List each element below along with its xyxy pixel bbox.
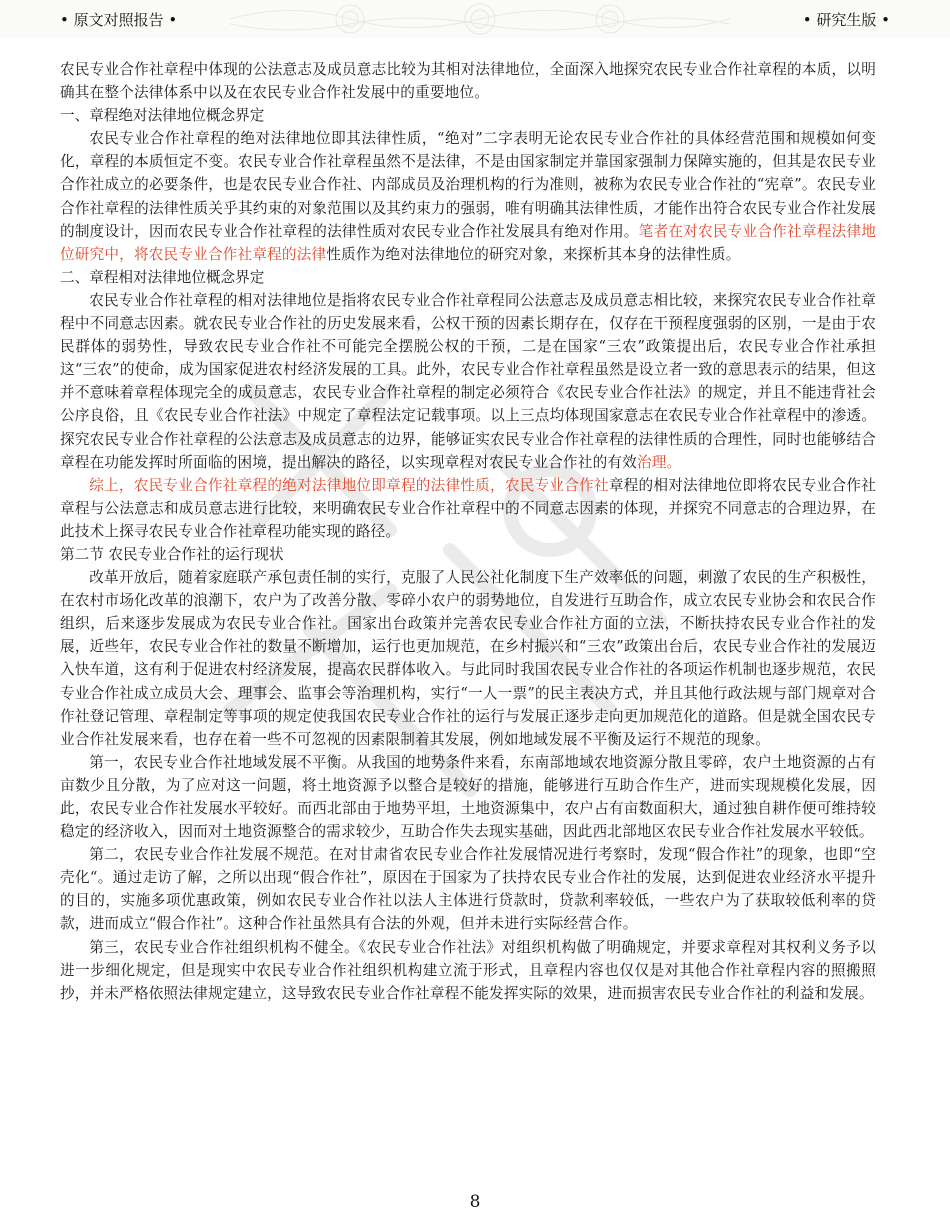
report-header [0,0,950,38]
section-heading-1: 一、章程绝对法律地位概念界定 [60,107,265,125]
paragraph-3-highlight: 综上，农民专业合作社章程的绝对法律地位即章程的法律性质，农民专业合作社 [89,476,609,494]
paragraph-1-tail: 性质作为绝对法律地位的研究对象，来探析其本身的法律性质。 [326,245,741,263]
page-body [60,58,876,1005]
paragraph-1 [60,127,876,266]
paragraph-2 [60,289,876,474]
paragraph-4: 改革开放后，随着家庭联产承包责任制的实行，克服了人民公社化制度下生产效率低的问题，刺激了农民的生产积极性，在农村市场化改革的浪潮下，农户为了改善分散、零碎小农户的弱势地位，自发进行互助合作，成立农民专业协会和农民合作组织，后来逐步发展成为农民专业合作社。国家出台政策并完善农民专业合作社方面的立法，不断扶持农民专业合作社的发展，近些年，农民专业合作社的数量不断增加，运行也更加规范，在乡村振兴和“三农”政策出台后，农民专业合作社的发展迈入快车道，这有利于促进农村经济发展，提高农民群体收入。与此同时我国农民专业合作社的各项运作机制也逐步规范，农民专业合作社成立成员大会、理事会、监事会等治理机构，实行“一人一票”的民主表决方式，并且其他行政法规与部门规章对合作社登记管理、章程制定等事项的规定使我国农民专业合作社的运行与发展正逐步走向更加规范化的道路。但是就全国农民专业合作社发展来看，也存在着一些不可忽视的因素限制着其发展，例如地域发展不平衡及运行不规范的现象。 [60,569,876,748]
page-number: 8 [469,1192,481,1212]
header-left-label: • 原文对照报告 • [60,11,178,29]
header-right-label: • 研究生版 • [802,11,890,29]
header-ornament [230,2,730,36]
paragraph-7: 第三，农民专业合作社组织机构不健全。《农民专业合作社法》对组织机构做了明确规定，并要求章程对其权利义务予以进一步细化规定，但是现实中农民专业合作社组织机构建立流于形式，且章程内容也仅仅是对其他合作社章程内容的照搬照抄，并未严格依照法律规定建立，这导致农民专业合作社章程不能发挥实际的效果，进而损害农民专业合作社的利益和发展。 [60,938,876,1002]
section-heading-3: 第二节 农民专业合作社的运行现状 [60,545,284,563]
paragraph-5: 第一，农民专业合作社地域发展不平衡。从我国的地势条件来看，东南部地域农地资源分散且零碎，农户土地资源的占有亩数少且分散，为了应对这一问题，将土地资源予以整合是较好的措施，能够进行互助合作生产，进而实现规模化发展，因此，农民专业合作社发展水平较好。而西北部由于地势平坦，土地资源集中，农户占有亩数面积大，通过独自耕作便可维持较稳定的经济收入，因而对土地资源整合的需求较少，互助合作失去现实基础，因此西北部地区农民专业合作社发展水平较低。 [60,753,876,841]
paragraph-2-highlight: 治理。 [636,453,682,471]
section-heading-2: 二、章程相对法律地位概念界定 [60,268,265,286]
paragraph-6: 第二，农民专业合作社发展不规范。在对甘肃省农民专业合作社发展情况进行考察时，发现“假合作社”的现象，也即“空壳化“。通过走访了解，之所以出现“假合作社”，原因在于国家为了扶持农民专业合作社的发展，达到促进农业经济水平提升的目的，实施多项优惠政策，例如农民专业合作社以法人主体进行贷款时，贷款利率较低，一些农户为了获取较低利率的贷款，进而成立“假合作社”。这种合作社虽然具有合法的外观，但并未进行实际经营合作。 [60,846,876,933]
paragraph-1-text: 农民专业合作社章程的绝对法律地位即其法律性质，“绝对”二字表明无论农民专业合作社的具体经营范围和规模如何变化，章程的本质恒定不变。农民专业合作社章程虽然不是法律，不是由国家制定并靠国家强制力保障实施的，但其是农民专业合作社成立的必要条件，也是农民专业合作社、内部成员及治理机构的行为准则，被称为农民专业合作社的“宪章”。农民专业合作社章程的法律性质关乎其约束的对象范围以及其约束力的强弱，唯有明确其法律性质，才能作出符合农民专业合作社发展的制度设计，因而农民专业合作社章程的法律性质对农民专业合作社发展具有绝对作用。 [60,130,876,240]
paragraph-2-text: 农民专业合作社章程的相对法律地位是指将农民专业合作社章程同公法意志及成员意志相比较，来探究农民专业合作社章程中不同意志因素。就农民专业合作社的历史发展来看，公权干预的因素长期存在，仅存在干预程度强弱的区别，一是由于农民群体的弱势性，导致农民专业合作社不可能完全摆脱公权的干预，二是在国家“三农”政策提出后，农民专业合作社承担这“三农”的使命，成为国家促进农村经济发展的工具。此外，农民专业合作社章程虽然是设立者一致的意思表示的结果，但这并不意味着章程体现完全的成员意志，农民专业合作社章程的制定必须符合《农民专业合作社法》的规定，并且不能违背社会公序良俗，且《农民专业合作社法》中规定了章程法定记载事项。以上三点均体现国家意志在农民专业合作社章程中的渗透。探究农民专业合作社章程的公法意志及成员意志的边界，能够证实农民专业合作社章程的法律性质的合理性，同时也能够结合章程在功能发挥时所面临的困境，提出解决的路径，以实现章程对农民专业合作社的有效 [60,291,876,471]
paragraph-3-tail: 章程的相对法律地位即将农民专业合作社章程与公法意志和成员意志进行比较，来明确农民专业合作社章程中的不同意志因素的体现，并探究不同意志的合理边界，在此技术上探寻农民专业合作社章程功能实现的路径。 [60,476,876,540]
paragraph-1-highlight: 笔者在对农民专业合作社章程法律地位研究中，将农民专业合作社章程的法律 [60,222,877,263]
paragraph-3 [60,474,876,543]
intro-paragraph: 农民专业合作社章程中体现的公法意志及成员意志比较为其相对法律地位，全面深入地探究农民专业合作社章程的本质，以明确其在整个法律体系中以及在农民专业合作社发展中的重要地位。 [60,61,876,102]
